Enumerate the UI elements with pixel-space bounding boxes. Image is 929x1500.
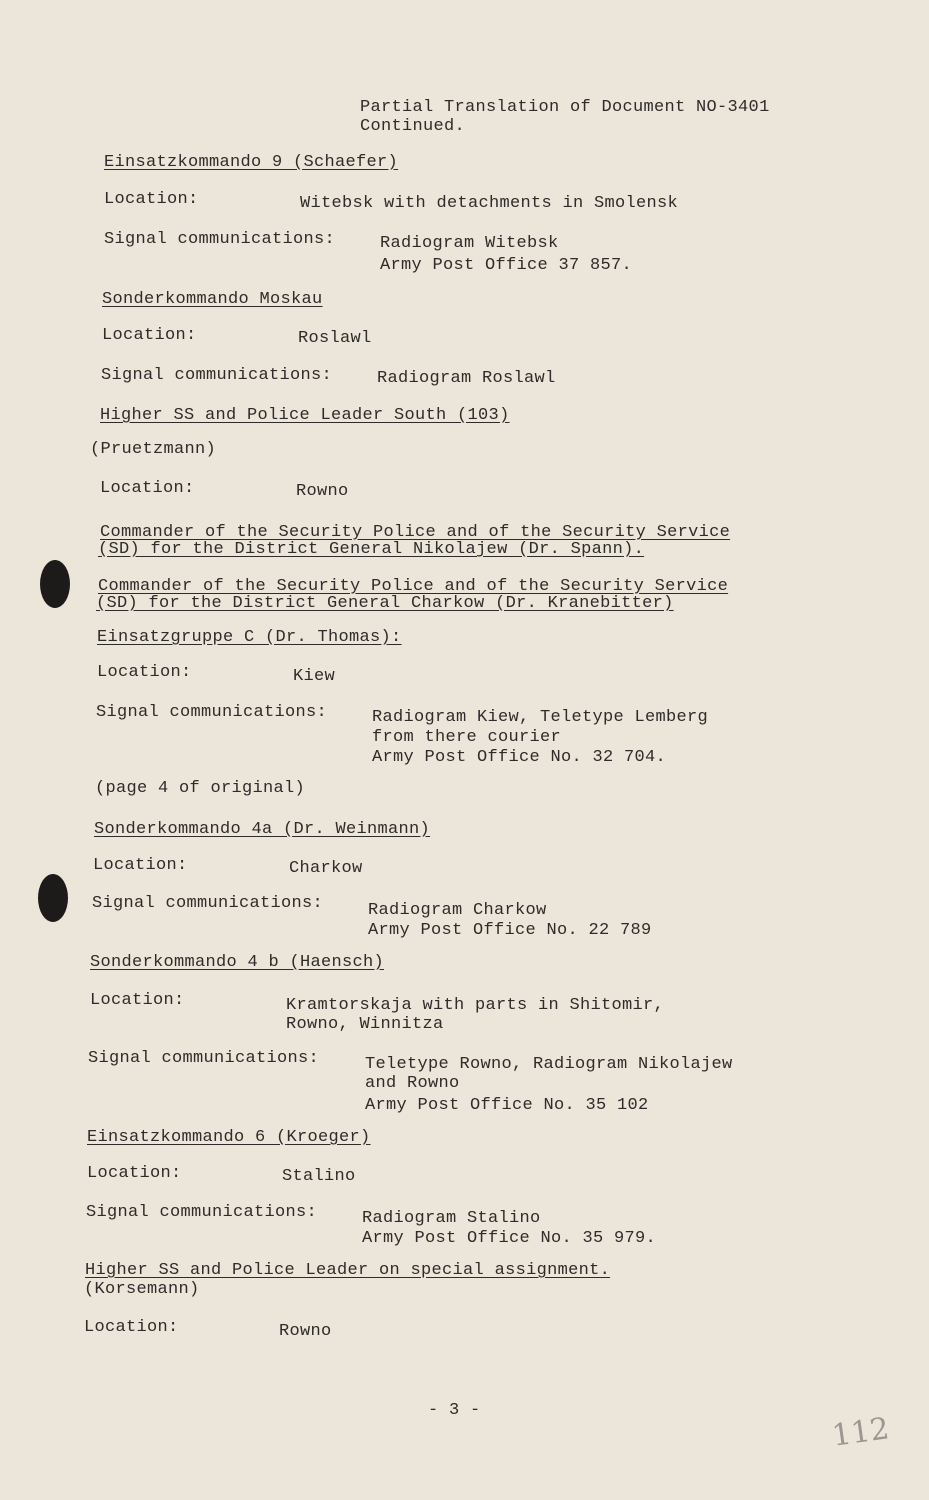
- commander-line: (SD) for the District General Nikolajew (Dr. Spann).: [98, 540, 645, 559]
- location-value: Rowno: [296, 482, 349, 501]
- signal-value: Radiogram Witebsk: [380, 234, 559, 253]
- signal-label: Signal communications:: [101, 366, 333, 385]
- person-name: (Korsemann): [84, 1280, 200, 1299]
- location-label: Location:: [90, 991, 185, 1010]
- signal-label: Signal communications:: [104, 230, 336, 249]
- signal-value: Army Post Office No. 22 789: [368, 921, 652, 940]
- signal-value: Radiogram Charkow: [368, 901, 547, 920]
- location-value: Roslawl: [298, 329, 372, 348]
- section-heading: Sonderkommando 4a (Dr. Weinmann): [94, 820, 431, 839]
- location-label: Location:: [97, 663, 192, 682]
- person-name: (Pruetzmann): [90, 440, 217, 459]
- signal-value: Army Post Office No. 35 979.: [362, 1229, 657, 1248]
- location-label: Location:: [93, 856, 188, 875]
- signal-value: Army Post Office No. 32 704.: [372, 748, 667, 767]
- signal-value: from there courier: [372, 728, 562, 747]
- section-heading: Einsatzkommando 6 (Kroeger): [87, 1128, 371, 1147]
- section-heading: Sonderkommando 4 b (Haensch): [90, 953, 385, 972]
- page-note: (page 4 of original): [95, 779, 306, 798]
- location-value: Charkow: [289, 859, 363, 878]
- location-value: Kramtorskaja with parts in Shitomir,: [286, 996, 665, 1015]
- section-heading: Higher SS and Police Leader on special assignment.: [85, 1261, 611, 1280]
- signal-value: Radiogram Stalino: [362, 1209, 541, 1228]
- signal-label: Signal communications:: [96, 703, 328, 722]
- location-label: Location:: [100, 479, 195, 498]
- header-line-1: Partial Translation of Document NO-3401: [360, 98, 770, 117]
- signal-value: Radiogram Kiew, Teletype Lemberg: [372, 708, 709, 727]
- page-number: - 3 -: [428, 1401, 481, 1420]
- location-label: Location:: [104, 190, 199, 209]
- location-value: Kiew: [293, 667, 336, 686]
- header-line-2: Continued.: [360, 117, 466, 136]
- commander-line: Commander of the Security Police and of the Security Service: [100, 523, 731, 542]
- section-heading: Sonderkommando Moskau: [102, 290, 323, 309]
- location-value: Rowno: [279, 1322, 332, 1341]
- commander-line: (SD) for the District General Charkow (Dr. Kranebitter): [96, 594, 674, 613]
- punch-hole: [38, 874, 68, 922]
- signal-label: Signal communications:: [88, 1049, 320, 1068]
- signal-value: Radiogram Roslawl: [377, 369, 556, 388]
- signal-value: Teletype Rowno, Radiogram Nikolajew: [365, 1055, 733, 1074]
- signal-value: Army Post Office 37 857.: [380, 256, 633, 275]
- location-label: Location:: [102, 326, 197, 345]
- location-label: Location:: [84, 1318, 179, 1337]
- signal-value: and Rowno: [365, 1074, 460, 1093]
- location-label: Location:: [87, 1164, 182, 1183]
- section-heading: Einsatzgruppe C (Dr. Thomas):: [97, 628, 402, 647]
- location-value: Rowno, Winnitza: [286, 1015, 444, 1034]
- section-heading: Higher SS and Police Leader South (103): [100, 406, 510, 425]
- punch-hole: [40, 560, 70, 608]
- signal-value: Army Post Office No. 35 102: [365, 1096, 649, 1115]
- commander-line: Commander of the Security Police and of the Security Service: [98, 577, 729, 596]
- location-value: Stalino: [282, 1167, 356, 1186]
- signal-label: Signal communications:: [86, 1203, 318, 1222]
- handwritten-page-mark: 112: [829, 1411, 892, 1454]
- location-value: Witebsk with detachments in Smolensk: [300, 194, 679, 213]
- signal-label: Signal communications:: [92, 894, 324, 913]
- section-heading: Einsatzkommando 9 (Schaefer): [104, 153, 399, 172]
